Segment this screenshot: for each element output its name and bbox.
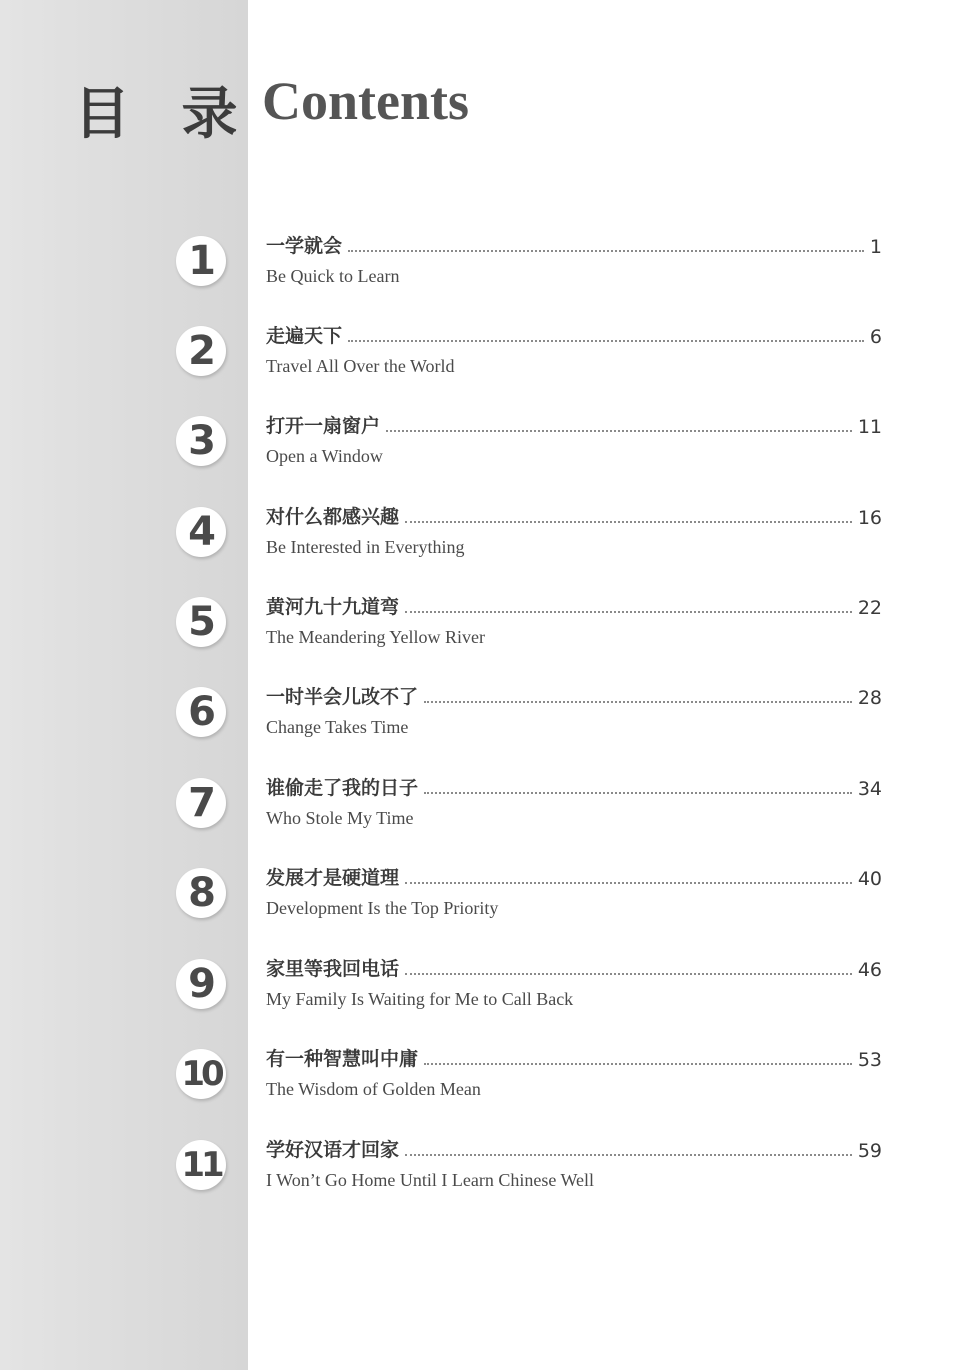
dot-leader [405, 973, 852, 975]
chapter-title-en: Who Stole My Time [266, 808, 414, 828]
chapter-title-cn: 有一种智慧叫中庸 [266, 1048, 419, 1070]
page-title-en: Contents [262, 71, 470, 131]
title-row [266, 593, 882, 619]
page-number: 46 [857, 959, 882, 981]
toc-entry[interactable] [0, 596, 960, 685]
dot-leader [348, 250, 864, 252]
toc-entry[interactable] [0, 415, 960, 504]
chapter-title-cn: 家里等我回电话 [266, 958, 400, 980]
title-row [266, 503, 882, 529]
chapter-number-badge: 6 [176, 687, 226, 737]
chapter-title-en: Change Takes Time [266, 717, 409, 737]
chapter-title-en: Open a Window [266, 446, 383, 466]
title-row [266, 774, 882, 800]
chapter-number-badge: 11 [176, 1140, 226, 1190]
chapter-title-cn: 走遍天下 [266, 325, 343, 347]
toc-entry[interactable] [0, 867, 960, 956]
chapter-number-badge: 2 [176, 326, 226, 376]
chapter-title-cn: 黄河九十九道弯 [266, 596, 400, 618]
chapter-number-badge: 10 [176, 1049, 226, 1099]
page-number: 34 [857, 778, 882, 800]
chapter-title-en: The Wisdom of Golden Mean [266, 1079, 481, 1099]
dot-leader [405, 1154, 852, 1156]
chapter-number-badge: 1 [176, 236, 226, 286]
page-number: 53 [857, 1049, 882, 1071]
chapter-title-en: My Family Is Waiting for Me to Call Back [266, 989, 574, 1009]
chapter-title-en: Be Quick to Learn [266, 266, 400, 286]
dot-leader [424, 701, 852, 703]
chapter-title-en: The Meandering Yellow River [266, 627, 485, 647]
chapter-number-badge: 5 [176, 597, 226, 647]
dot-leader [405, 882, 852, 884]
page-number: 40 [857, 868, 882, 890]
title-row [266, 322, 882, 348]
toc-entry[interactable] [0, 325, 960, 414]
title-row [266, 1045, 882, 1071]
dot-leader [424, 792, 852, 794]
toc-entry[interactable] [0, 1139, 960, 1228]
dot-leader [405, 521, 852, 523]
chapter-number-badge: 4 [176, 507, 226, 557]
chapter-number-badge: 9 [176, 959, 226, 1009]
toc-entry[interactable] [0, 506, 960, 595]
title-row [266, 864, 882, 890]
page-number: 22 [857, 597, 882, 619]
page-number: 16 [857, 507, 882, 529]
title-row [266, 1136, 882, 1162]
page-number: 28 [857, 687, 882, 709]
page-number: 6 [869, 326, 882, 348]
chapter-title-en: I Won’t Go Home Until I Learn Chinese Well [266, 1170, 595, 1190]
page-number: 1 [869, 236, 882, 258]
toc-entry[interactable] [0, 777, 960, 866]
toc-entry[interactable] [0, 686, 960, 775]
dot-leader [348, 340, 864, 342]
chapter-title-cn: 学好汉语才回家 [266, 1139, 400, 1161]
chapter-title-cn: 对什么都感兴趣 [266, 506, 400, 528]
chapter-title-en: Travel All Over the World [266, 356, 455, 376]
dot-leader [405, 611, 852, 613]
chapter-title-en: Be Interested in Everything [266, 537, 465, 557]
chapter-title-cn: 打开一扇窗户 [266, 415, 381, 437]
chapter-number-badge: 8 [176, 868, 226, 918]
chapter-title-cn: 一时半会儿改不了 [266, 686, 419, 708]
title-row [266, 955, 882, 981]
title-row [266, 412, 882, 438]
chapter-number-badge: 3 [176, 416, 226, 466]
chapter-number-badge: 7 [176, 778, 226, 828]
chapter-title-en: Development Is the Top Priority [266, 898, 499, 918]
title-row [266, 232, 882, 258]
chapter-title-cn: 发展才是硬道理 [266, 867, 400, 889]
dot-leader [424, 1063, 852, 1065]
toc-entry[interactable] [0, 958, 960, 1047]
toc-entry[interactable] [0, 235, 960, 324]
toc-entry[interactable] [0, 1048, 960, 1137]
dot-leader [386, 430, 852, 432]
page-number: 11 [857, 416, 882, 438]
title-row [266, 683, 882, 709]
page-title-cn: 目 录 [74, 82, 254, 147]
chapter-title-cn: 谁偷走了我的日子 [266, 777, 419, 799]
page-number: 59 [857, 1140, 882, 1162]
chapter-title-cn: 一学就会 [266, 235, 343, 257]
